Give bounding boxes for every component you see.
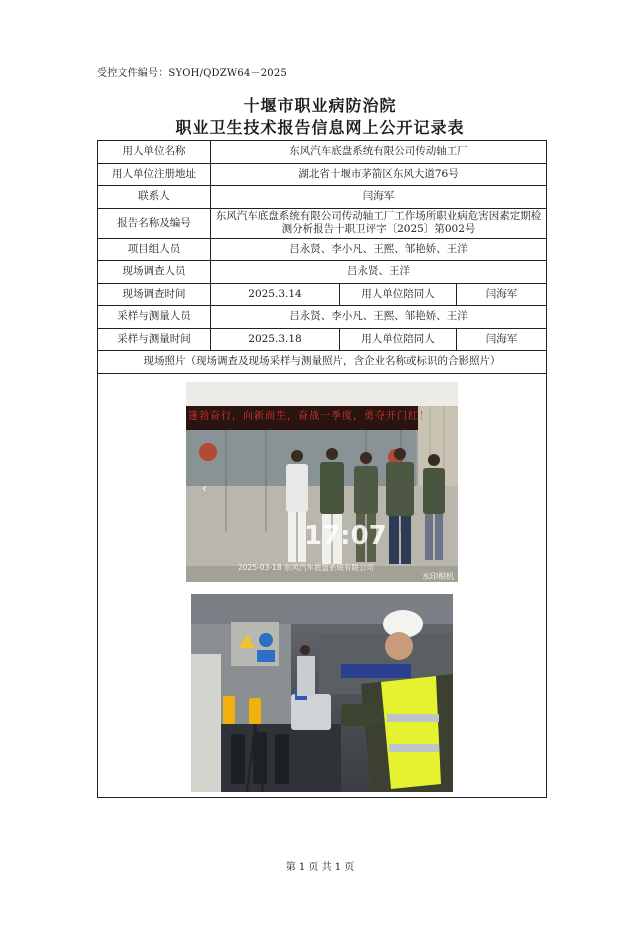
row-employer bbox=[98, 141, 547, 164]
watermark-stamp: 2025-03-18 东风汽车底盘系统有限公司 bbox=[238, 562, 374, 572]
watermark-clock: 17:07 bbox=[304, 520, 387, 551]
row-address bbox=[98, 163, 547, 186]
address-value: 湖北省十堰市茅箭区东风大道76号 bbox=[211, 163, 547, 186]
page-number: 第 1 页 共 1 页 bbox=[285, 862, 355, 873]
banner-text: 篷勃奋行，向新而生，奋战一季度，勇夺开门红！ bbox=[188, 410, 430, 422]
sampling-staff-value: 吕永贤、李小凡、王熙、邹艳娇、王洋 bbox=[211, 306, 547, 329]
row-contact bbox=[98, 186, 547, 209]
row-photos-caption bbox=[98, 351, 547, 374]
document-title: 十堰市职业病防治院 bbox=[243, 96, 397, 115]
sampling-time-value: 2025.3.18 bbox=[211, 328, 340, 351]
control-number: 受控文件编号：SYOH/QDZW64－2025 bbox=[97, 68, 287, 79]
survey-time-value: 2025.3.14 bbox=[211, 283, 340, 306]
escort-value: 闫海军 bbox=[457, 283, 547, 306]
report-value: 东风汽车底盘系统有限公司传动轴工厂工作场所职业病危害因素定期检测分析报告十职卫评字〔2025〕第002号 bbox=[211, 208, 547, 238]
row-photos bbox=[98, 373, 547, 797]
team-label: 项目组人员 bbox=[98, 238, 211, 261]
sampling-time-label: 采样与测量时间 bbox=[98, 328, 211, 351]
survey-staff-label: 现场调查人员 bbox=[98, 261, 211, 284]
sampling-photo bbox=[191, 594, 453, 792]
document-subtitle: 职业卫生技术报告信息网上公开记录表 bbox=[175, 118, 465, 137]
group-photo bbox=[186, 382, 458, 582]
escort-label: 用人单位陪同人 bbox=[340, 283, 457, 306]
address-label: 用人单位注册地址 bbox=[98, 163, 211, 186]
record-table bbox=[97, 140, 547, 798]
report-label: 报告名称及编号 bbox=[98, 208, 211, 238]
row-team bbox=[98, 238, 547, 261]
row-survey-staff bbox=[98, 261, 547, 284]
photos-caption: 现场照片（现场调查及现场采样与测量照片，含企业名称或标识的合影照片） bbox=[98, 351, 547, 374]
row-survey-time bbox=[98, 283, 547, 306]
employer-label: 用人单位名称 bbox=[98, 141, 211, 164]
row-report bbox=[98, 208, 547, 238]
camera-app-label: 水印相机 bbox=[422, 571, 454, 581]
team-value: 吕永贤、李小凡、王熙、邹艳娇、王洋 bbox=[211, 238, 547, 261]
employer-value: 东风汽车底盘系统有限公司传动轴工厂 bbox=[211, 141, 547, 164]
carousel-prev-icon: ‹ bbox=[202, 480, 207, 495]
sampling-staff-label: 采样与测量人员 bbox=[98, 306, 211, 329]
photos-cell bbox=[98, 373, 547, 797]
survey-time-label: 现场调查时间 bbox=[98, 283, 211, 306]
contact-value: 闫海军 bbox=[211, 186, 547, 209]
survey-staff-value: 吕永贤、王洋 bbox=[211, 261, 547, 284]
row-sampling-time bbox=[98, 328, 547, 351]
escort-label: 用人单位陪同人 bbox=[340, 328, 457, 351]
escort-value: 闫海军 bbox=[457, 328, 547, 351]
contact-label: 联系人 bbox=[98, 186, 211, 209]
row-sampling-staff bbox=[98, 306, 547, 329]
